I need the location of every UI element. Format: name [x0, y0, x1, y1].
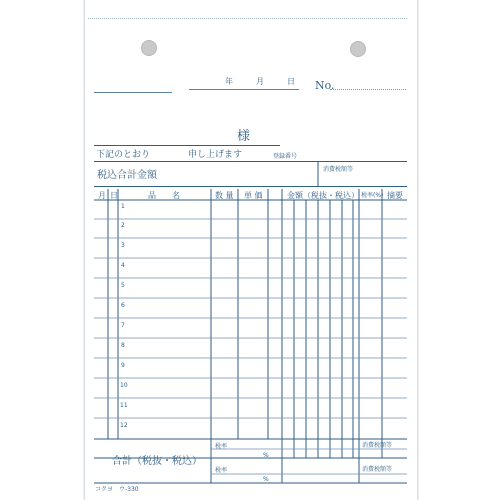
tax-rate-column-header: 税率(%): [361, 192, 384, 199]
remarks-column-header: 摘要: [387, 191, 403, 200]
request-text: 申し上げます: [188, 150, 243, 160]
honorific-text: 様: [237, 129, 251, 144]
row-number-1: 1: [121, 203, 125, 210]
unit-price-column-header: 単 価: [244, 191, 263, 200]
tax-included-total-label: 税込合計金額: [97, 170, 157, 181]
row-number-6: 6: [121, 302, 125, 309]
month-label: 月: [256, 77, 264, 86]
row-number-12: 12: [120, 422, 128, 429]
quantity-column-header: 数 量: [215, 191, 234, 200]
day-column-header: 日: [110, 191, 118, 200]
item-column-header: 品 名: [148, 191, 180, 200]
number-label: No.: [315, 79, 335, 92]
row-number-4: 4: [121, 262, 125, 269]
tax-rate-label-2: 税率: [215, 467, 228, 474]
row-number-8: 8: [121, 342, 125, 349]
registration-label: 登録番号: [273, 153, 298, 160]
row-number-3: 3: [121, 242, 125, 249]
row-number-7: 7: [121, 322, 125, 329]
row-number-11: 11: [120, 402, 128, 409]
product-code: コクヨ ウ-330: [95, 486, 139, 493]
row-number-5: 5: [121, 282, 125, 289]
consumption-tax-footer-1: 消費税額等: [362, 442, 393, 449]
year-label: 年: [225, 77, 233, 86]
consumption-tax-label: 消費税額等: [323, 166, 354, 173]
row-number-10: 10: [120, 382, 128, 389]
tax-rate-label-1: 税率: [215, 443, 228, 450]
statement-text: 下記のとおり: [96, 150, 151, 160]
amount-column-header: 金額（税抜・税込）: [287, 191, 359, 200]
percent-label-2: %: [263, 476, 269, 483]
total-label: 合計（税抜・税込）: [112, 456, 202, 467]
day-label: 日: [287, 77, 295, 86]
row-number-2: 2: [121, 222, 125, 229]
percent-label-1: %: [263, 452, 269, 459]
row-number-9: 9: [121, 362, 125, 369]
consumption-tax-footer-2: 消費税額等: [362, 466, 393, 473]
month-column-header: 月: [98, 191, 106, 200]
